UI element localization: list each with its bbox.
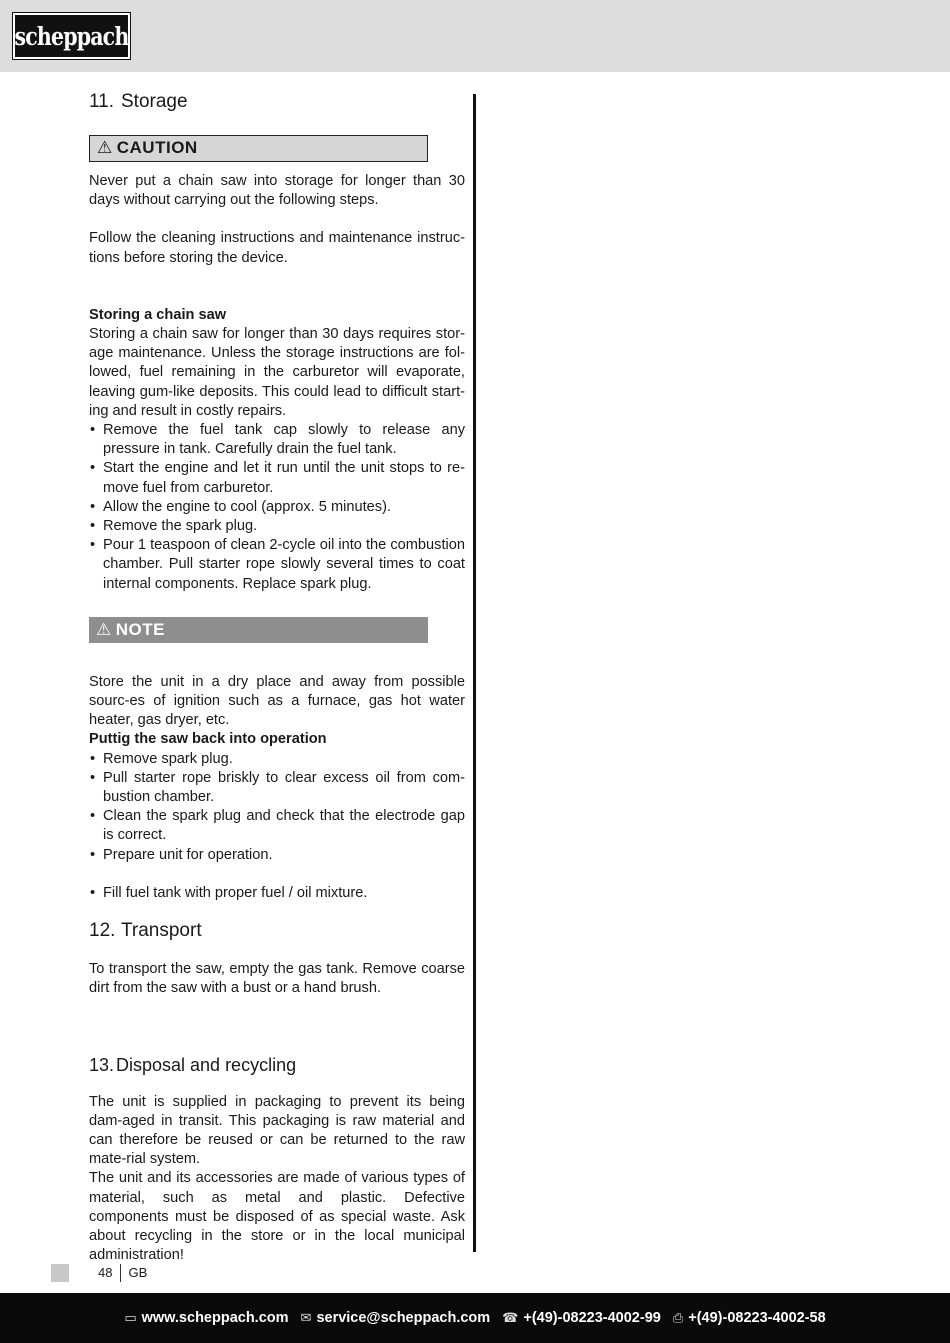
- list-item: • Remove the fuel tank cap slowly to release any pressure in tank. Carefully drain the fuel tank.: [89, 421, 465, 459]
- mail-icon: ✉: [300, 1310, 312, 1325]
- section-number: 13.: [89, 1054, 115, 1075]
- note-text: Store the unit in a dry place and away from possible sourc-es of ignition such as a furnace, gas hot water heater, gas dryer, etc.: [89, 673, 465, 729]
- phone-contact: [502, 1310, 661, 1326]
- contact-footer: [0, 1293, 950, 1343]
- section-number: 12.: [89, 920, 116, 942]
- list-item: • Remove the spark plug.: [89, 517, 465, 536]
- fax-icon: ⎙: [672, 1310, 684, 1325]
- language-code: GB: [128, 1265, 148, 1280]
- main-column: [89, 90, 465, 1265]
- scheppach-logo: [13, 13, 130, 59]
- computer-icon: ▭: [124, 1310, 137, 1325]
- disposal-body-1: The unit is supplied in packaging to prevent its being dam-aged in transit. This packaging is raw material and can therefore be reused or can be returned to the raw mate-rial system.: [89, 1093, 465, 1168]
- section-number: 11.: [89, 91, 115, 112]
- list-item: • Prepare unit for operation.: [89, 846, 465, 865]
- section-title: Transport: [121, 920, 202, 942]
- page-number: 48: [98, 1265, 113, 1280]
- phone-icon: ☎: [502, 1310, 519, 1325]
- subheading-storing: Storing a chain saw: [89, 306, 227, 323]
- email-link[interactable]: service@scheppach.com: [316, 1310, 491, 1326]
- section-heading-storage: [89, 90, 465, 114]
- page-marker: [51, 1264, 69, 1282]
- list-item: • Pour 1 teaspoon of clean 2-cycle oil into the combustion chamber. Pull starter rope slowly several times to coat internal components. Replace spark plug.: [89, 536, 465, 594]
- warning-triangle-icon: ⚠: [97, 138, 113, 157]
- storage-intro-2: Follow the cleaning instructions and maintenance instruc-tions before storing the device.: [89, 230, 465, 266]
- website-link[interactable]: www.scheppach.com: [141, 1310, 289, 1326]
- warning-triangle-icon: ⚠: [96, 619, 112, 639]
- fuel-step-list: [89, 884, 465, 903]
- section-title: Disposal and recycling: [116, 1054, 297, 1075]
- transport-body: To transport the saw, empty the gas tank. Remove coarse dirt from the saw with a bust or a hand brush.: [89, 961, 465, 997]
- list-item: • Fill fuel tank with proper fuel / oil mixture.: [89, 884, 465, 903]
- fax-number: +(49)-08223-4002-58: [688, 1310, 826, 1326]
- note-label: NOTE: [115, 619, 165, 639]
- storing-steps-list: [89, 421, 465, 594]
- caution-box: [89, 135, 428, 162]
- website-contact[interactable]: [124, 1310, 288, 1326]
- storing-body: Storing a chain saw for longer than 30 days requires stor-age maintenance. Unless the storage instructions are fol-lowed, fuel remaining in the carburetor will evaporate, leaving gum-like deposits. This could lead to difficult start-ing and result in costly repairs.: [89, 326, 465, 419]
- disposal-body-2: The unit and its accessories are made of various types of material, such as metal and plastic. Defective components must be disposed of as special waste. Ask about recycling in the store or in the local municipal administration!: [89, 1170, 465, 1264]
- fax-contact: [673, 1310, 826, 1326]
- list-item: • Remove spark plug.: [89, 750, 465, 769]
- page-number-area: [98, 1263, 147, 1283]
- divider: [120, 1264, 121, 1282]
- section-heading-transport: [89, 919, 465, 943]
- subheading-operation: Puttig the saw back into operation: [89, 731, 327, 748]
- operation-steps-list: [89, 750, 465, 865]
- column-divider: [473, 94, 476, 1252]
- section-title: Storage: [121, 91, 188, 112]
- note-box: [89, 617, 428, 643]
- list-item: • Start the engine and let it run until the unit stops to re-move fuel from carburetor.: [89, 459, 465, 497]
- list-item: • Clean the spark plug and check that the electrode gap is correct.: [89, 807, 465, 845]
- list-item: • Allow the engine to cool (approx. 5 minutes).: [89, 498, 465, 517]
- storage-intro-1: Never put a chain saw into storage for longer than 30 days without carrying out the following steps.: [89, 173, 465, 209]
- list-item: • Pull starter rope briskly to clear excess oil from com-bustion chamber.: [89, 769, 465, 807]
- section-heading-disposal: [89, 1053, 465, 1077]
- page-header: [0, 0, 950, 72]
- logo-text: scheppach: [14, 21, 129, 51]
- caution-label: CAUTION: [116, 138, 198, 157]
- phone-number: +(49)-08223-4002-99: [523, 1310, 661, 1326]
- email-contact[interactable]: [301, 1310, 491, 1326]
